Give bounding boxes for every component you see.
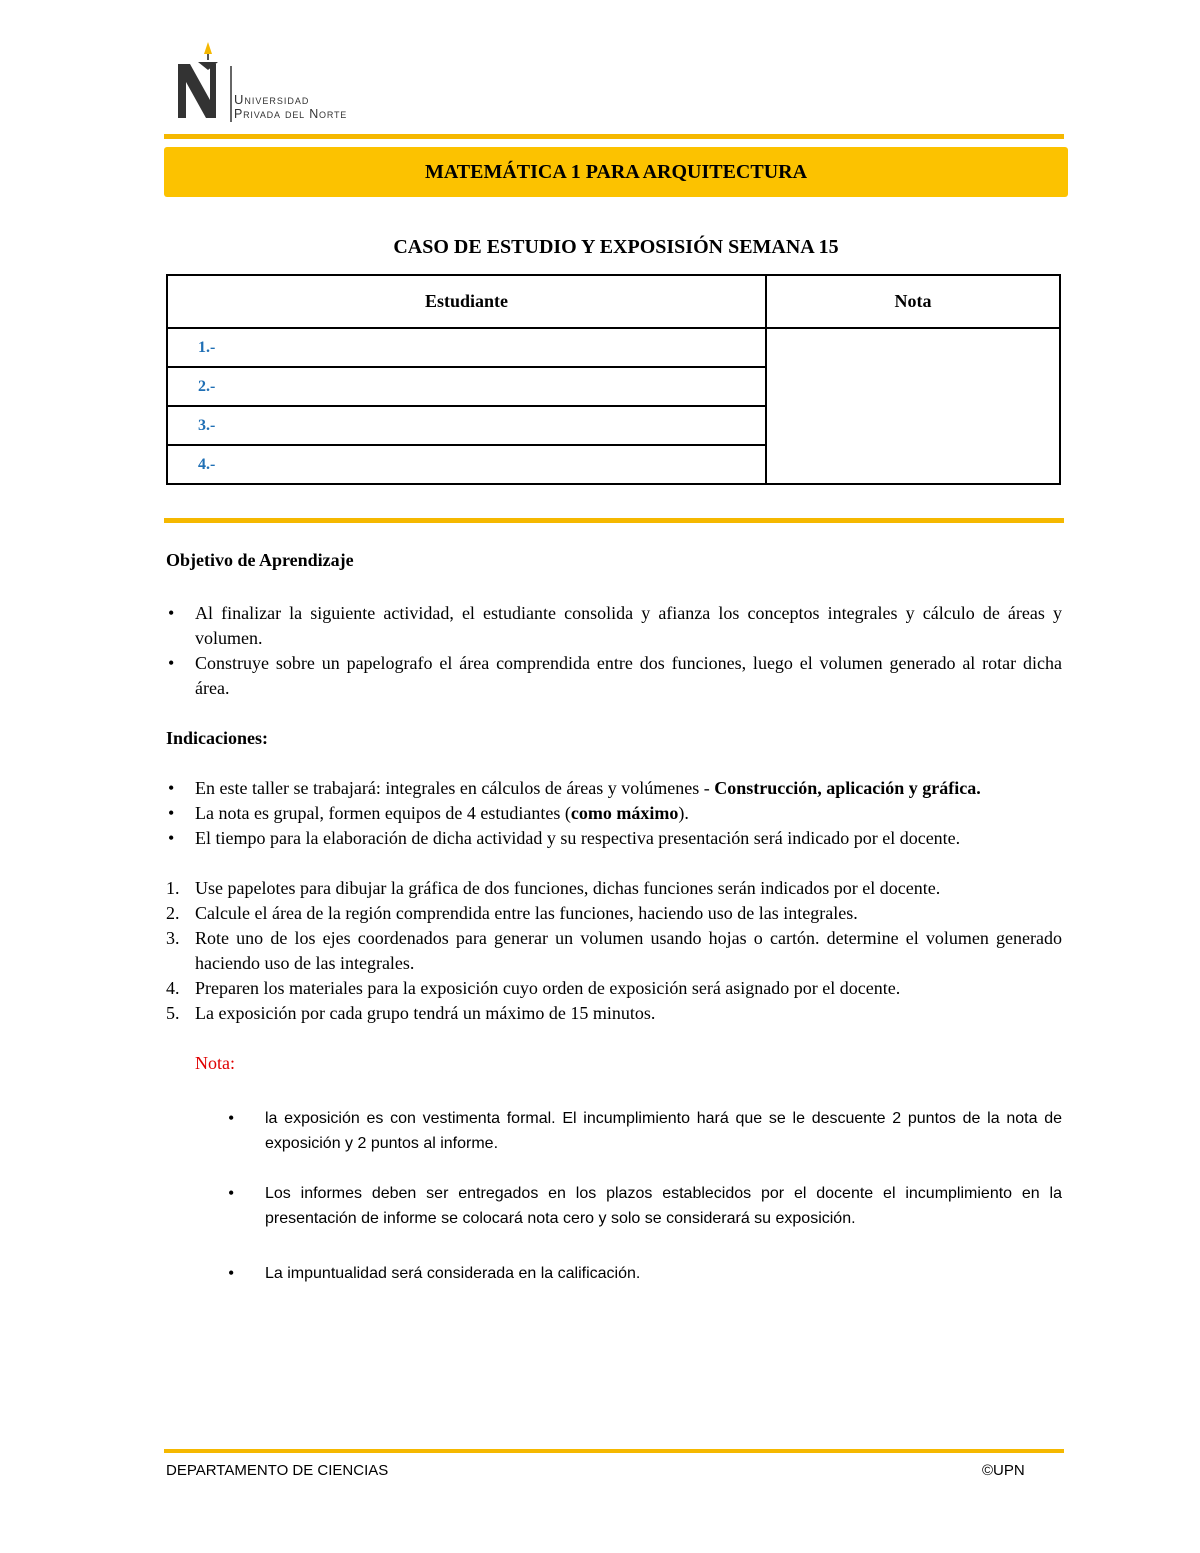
step-item-3: 3. Rote uno de los ejes coordenados para generar un volumen usando hojas o cartón. determine el volumen generado haciendo uso de las integrales.: [166, 928, 1062, 973]
step-item-2: 2. Calcule el área de la región comprendida entre las funciones, haciendo uso de las integrales.: [166, 903, 858, 923]
upn-n-emblem-icon: [172, 40, 230, 124]
mid-rule: [164, 518, 1064, 523]
bullet-icon: •: [228, 1183, 235, 1203]
footer-rule: [164, 1449, 1064, 1453]
logo-line-2: Privada del Norte: [234, 107, 348, 121]
bullet-icon: •: [168, 803, 175, 823]
student-row-2[interactable]: 2.-: [167, 367, 766, 406]
footer-department: DEPARTAMENTO DE CIENCIAS: [166, 1462, 389, 1479]
table-row: [167, 328, 1060, 367]
objective-item-1: • Al finalizar la siguiente actividad, el estudiante consolida y afianza los conceptos integrales y cálculo de áreas y volumen.: [168, 603, 1062, 648]
student-row-1[interactable]: 1.-: [167, 328, 766, 367]
logo-divider: [230, 66, 232, 122]
students-table: [166, 274, 1061, 485]
bullet-icon: •: [168, 603, 175, 623]
grade-column-header: Nota: [766, 275, 1060, 328]
footer-copyright: ©UPN: [982, 1462, 1025, 1479]
step-item-1: 1. Use papelotes para dibujar la gráfica de dos funciones, dichas funciones serán indicados por el docente.: [166, 878, 941, 898]
indications-heading: Indicaciones:: [166, 728, 269, 748]
top-rule: [164, 134, 1064, 139]
document-subtitle: CASO DE ESTUDIO Y EXPOSISIÓN SEMANA 15: [393, 236, 839, 258]
student-column-header: Estudiante: [167, 275, 766, 328]
logo-line-1: Universidad: [234, 92, 310, 107]
objective-item-2: • Construye sobre un papelografo el área comprendida entre dos funciones, luego el volumen generado al rotar dicha área.: [168, 653, 1062, 698]
step-item-5: 5. La exposición por cada grupo tendrá un máximo de 15 minutos.: [166, 1003, 656, 1023]
step-item-4: 4. Preparen los materiales para la exposición cuyo orden de exposición será asignado por el docente.: [166, 978, 901, 998]
note-item-2: • Los informes deben ser entregados en los plazos establecidos por el docente el incumplimiento en la presentación de informe se colocará nota cero y solo se considerará su exposición.: [228, 1183, 1062, 1227]
table-header-row: [167, 275, 1060, 328]
note-item-3: • La impuntualidad será considerada en la calificación.: [166, 1261, 1062, 1286]
indication-item-3: • El tiempo para la elaboración de dicha actividad y su respectiva presentación será indicado por el docente.: [166, 826, 1062, 851]
bullet-icon: •: [168, 778, 175, 798]
student-row-3[interactable]: 3.-: [167, 406, 766, 445]
logo-text: [234, 92, 347, 122]
grade-cell[interactable]: [766, 328, 1060, 484]
note-item-1: • la exposición es con vestimenta formal. El incumplimiento hará que se le descuente 2 puntos de la nota de exposición y 2 puntos al informe.: [228, 1108, 1062, 1152]
bullet-icon: •: [228, 1108, 235, 1128]
indication-item-1: • En este taller se trabajará: integrales en cálculos de áreas y volúmenes - Construcción, aplicación y gráfica.: [166, 776, 1062, 801]
indication-item-2: • La nota es grupal, formen equipos de 4 estudiantes (como máximo).: [166, 801, 1062, 826]
upn-logo: [172, 40, 412, 124]
bullet-icon: •: [168, 828, 175, 848]
document-body: [166, 548, 1062, 1286]
bullet-icon: •: [168, 653, 175, 673]
course-title-bar: [164, 147, 1068, 197]
objective-heading: Objetivo de Aprendizaje: [166, 550, 354, 570]
bullet-icon: •: [228, 1263, 235, 1283]
course-title: MATEMÁTICA 1 PARA ARQUITECTURA: [424, 160, 808, 183]
student-row-4[interactable]: 4.-: [167, 445, 766, 484]
note-title: Nota:: [195, 1053, 235, 1073]
